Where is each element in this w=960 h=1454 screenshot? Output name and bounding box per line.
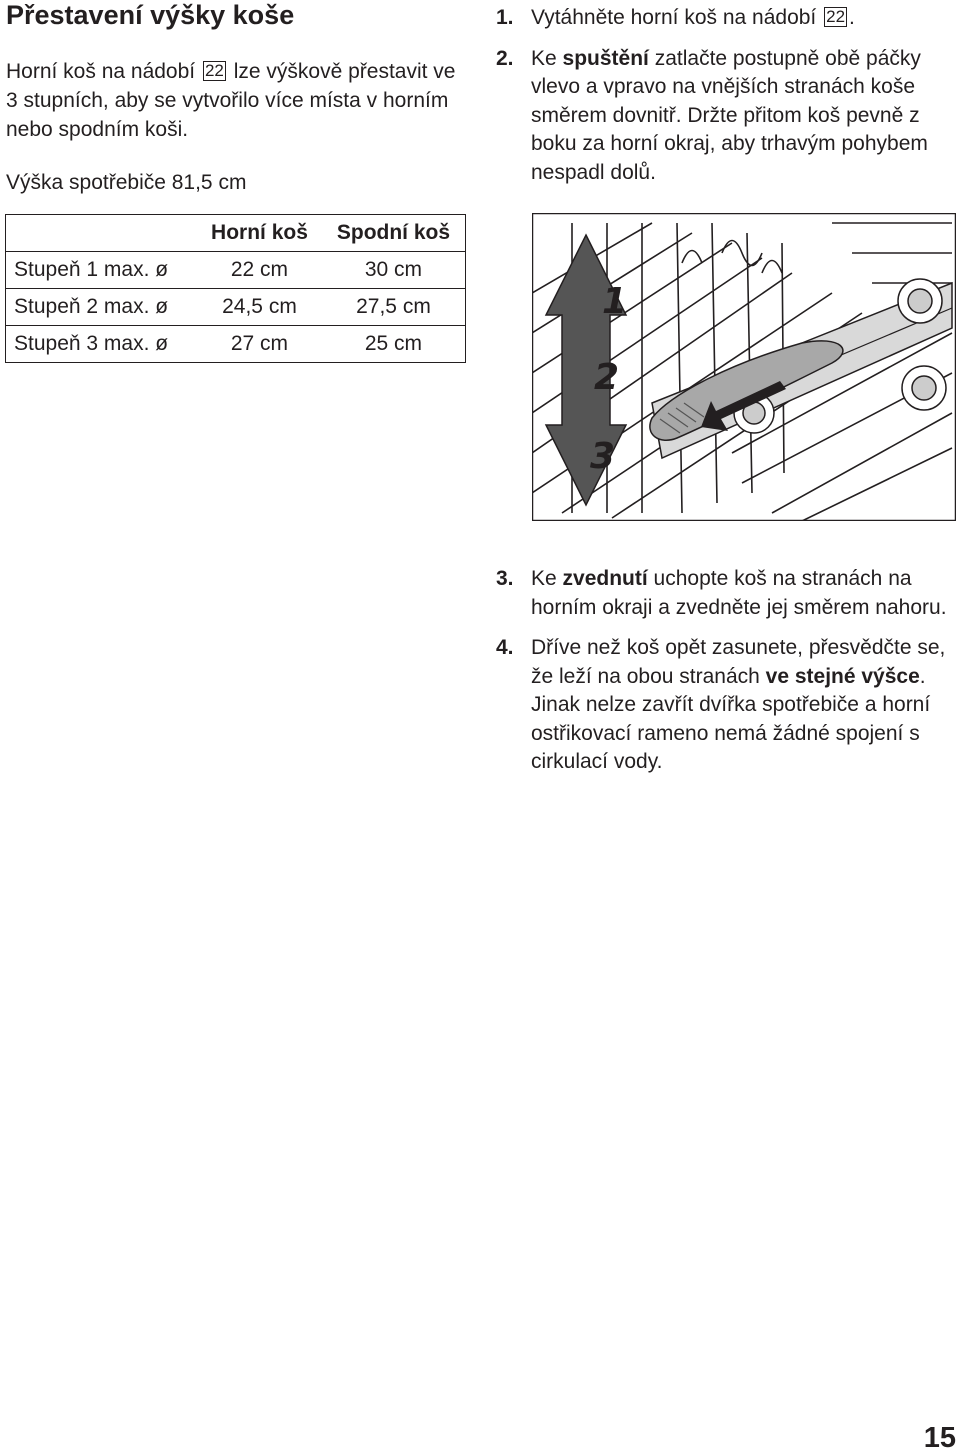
step-emphasis: zvednutí [562,567,648,590]
table-header-upper-basket: Horní koš [197,215,322,252]
instruction-step [496,634,956,777]
step-text: Ke [531,567,563,590]
step-text: Dříve než koš opět zasunete, přesvědčte se, že leží na obou stranách [531,636,946,688]
table-cell-lower: 25 cm [322,326,466,363]
step-number: 2. [496,46,514,70]
table-cell-lower: 27,5 cm [322,289,466,326]
table-cell-level: Stupeň 1 max. ø [6,252,198,289]
page-number: 15 [923,1422,956,1454]
step-text-end: zatlačte postupně obě páčky vlevo a vpravo na vnějších stranách koše směrem dovnitř. Držte přitom koš pevně z boku za horní okraj, aby trhavým pohybem nespadl dolů. [531,46,928,184]
basket-adjustment-illustration [532,213,956,521]
table-cell-upper: 27 cm [197,326,322,363]
level-label-3: 3 [590,436,616,477]
instruction-step [496,45,956,188]
table-header-empty [6,215,198,252]
step-text-end: uchopte koš na stranách na horním okraji a zvedněte jej směrem nahoru. [531,567,947,619]
step-emphasis: spuštění [562,46,649,70]
instruction-step [496,565,956,622]
table-cell-upper: 22 cm [197,252,322,289]
step-text-end: . [849,6,855,29]
table-row [6,289,466,326]
table-header-lower-basket: Spodní koš [322,215,466,252]
appliance-height-label: Výška spotřebiče 81,5 cm [6,171,247,194]
table-cell-level: Stupeň 2 max. ø [6,289,198,326]
instruction-steps-top [496,4,956,199]
table-cell-lower: 30 cm [322,252,466,289]
part-reference-box: 22 [826,7,846,26]
step-number: 1. [496,6,514,29]
table-row [6,326,466,363]
step-text-end: . Jinak nelze zavřít dvířka spotřebiče a horní ostřikovací rameno nemá žádné spojení s cirkulací vody. [531,664,931,773]
level-label-1: 1 [602,281,628,322]
intro-text-start: Horní koš na nádobí [6,60,196,83]
section-heading: Přestavení výšky koše [6,0,295,30]
table-cell-level: Stupeň 3 max. ø [6,326,198,363]
table-cell-upper: 24,5 cm [197,289,322,326]
instruction-step [496,4,956,33]
table-header-row [6,215,466,252]
instruction-steps-bottom [496,565,956,789]
step-text: Vytáhněte horní koš na nádobí [531,6,817,29]
intro-text-end: lze výškově přestavit ve 3 stupních, aby se vytvořilo více místa v horním nebo spodním koši. [6,60,456,141]
step-emphasis: ve stejné výšce [765,664,920,688]
step-number: 4. [496,636,514,659]
intro-paragraph [6,57,456,144]
step-text: Ke [531,46,563,70]
part-reference-box: 22 [204,61,224,80]
level-label-2: 2 [594,357,620,398]
basket-height-table [5,214,466,363]
table-row [6,252,466,289]
step-number: 3. [496,567,514,590]
